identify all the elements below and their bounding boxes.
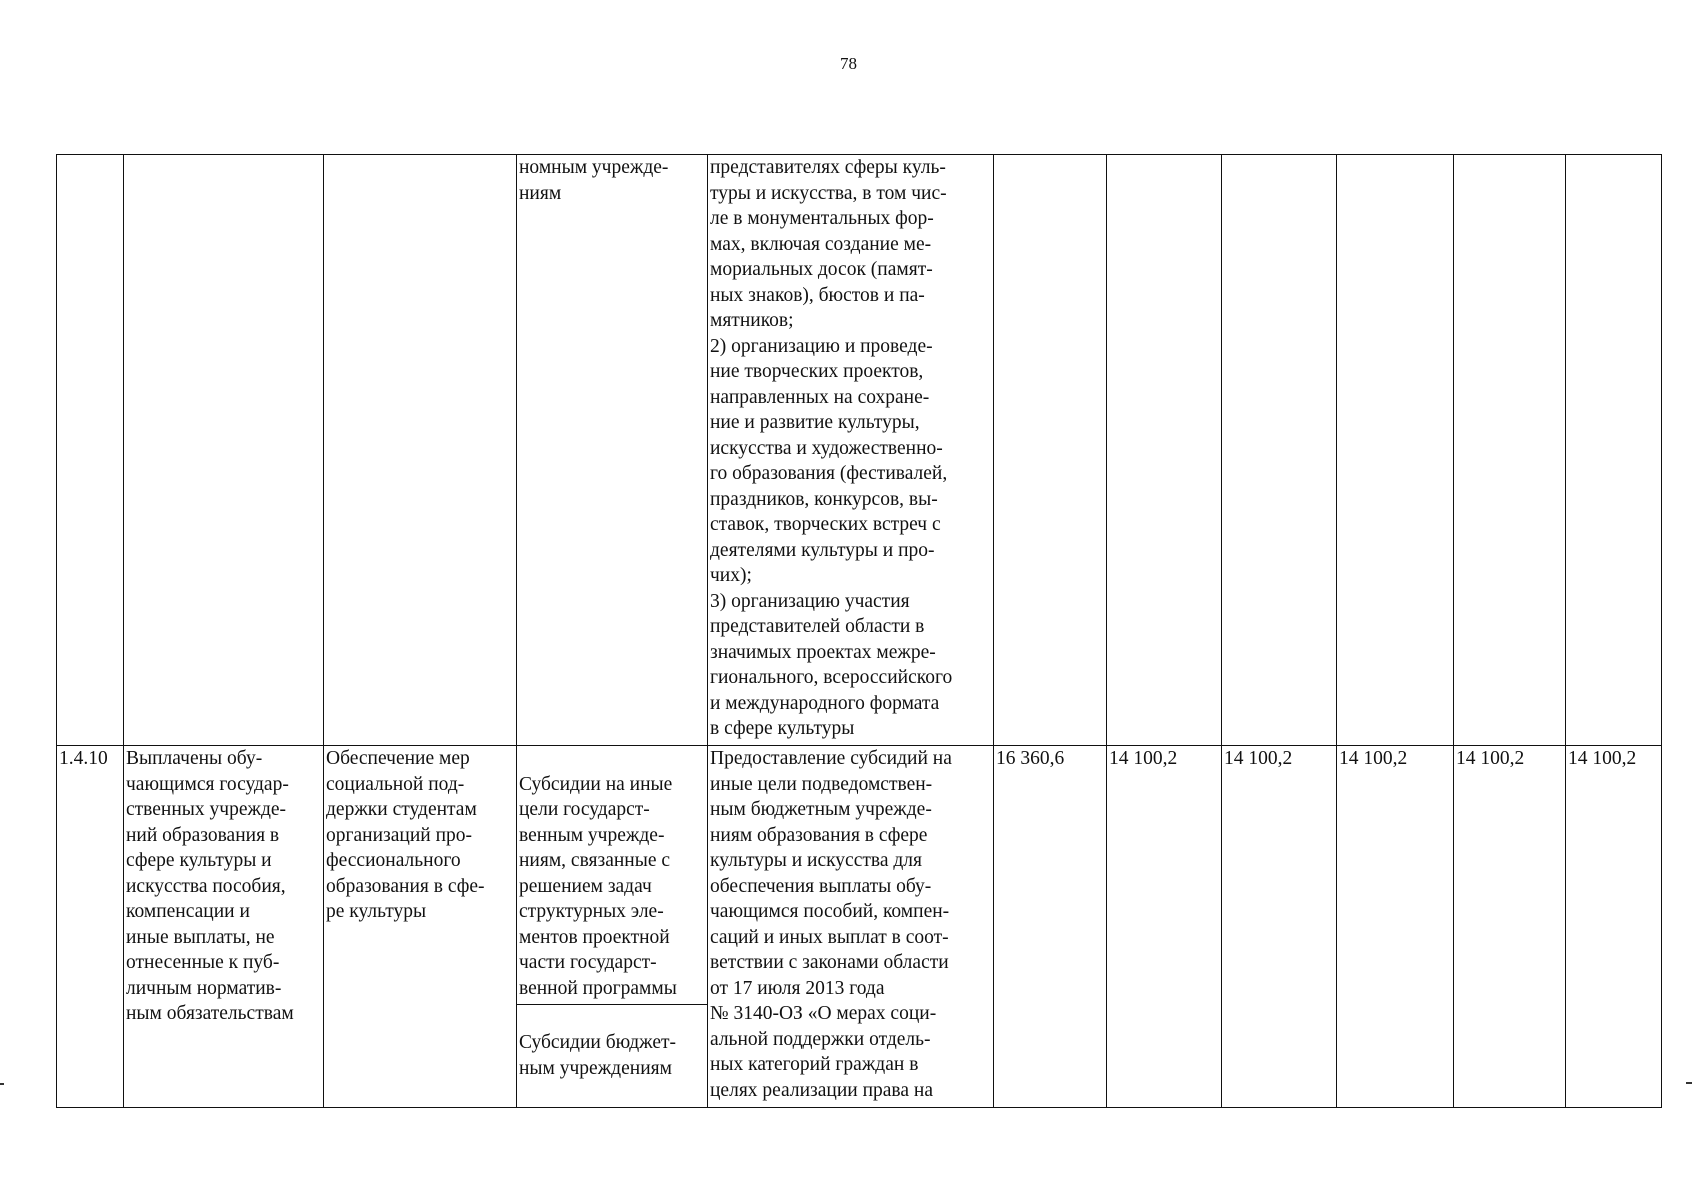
cell-description: представителях сферы куль- туры и искусства, в том чис- ле в монументальных фор- мах, включая создание ме- мориальных досок (памят- ных знаков), бюстов и па- мятников; 2) организацию и проведе- ние творческих проектов, направленных на сохране- ние и развитие культуры, искусства и художественно- го образования (фестивалей, праздников, конкурсов, вы- ставок, творческих встреч с деятелями культуры и про- чих); 3) организацию участия представителей области в значимых проектах межре- гионального, всероссийского и международного формата в сфере культуры — [708, 155, 994, 746]
cell-funding-source: номным учрежде- ниям — [517, 155, 708, 746]
scan-mark — [0, 1083, 4, 1085]
cell-value — [1454, 155, 1566, 746]
funding-source-2: Субсидии бюджет- ным учреждениям — [519, 1032, 676, 1079]
cell-value — [994, 155, 1107, 746]
cell-value: 14 100,2 — [1222, 746, 1337, 1108]
cell-number: 1.4.10 — [57, 746, 124, 1108]
page-number: 78 — [840, 54, 857, 73]
cell-value: 14 100,2 — [1107, 746, 1222, 1108]
table-row — [57, 746, 1662, 1108]
cell-result — [124, 155, 324, 746]
cell-value: 14 100,2 — [1337, 746, 1454, 1108]
cell-value — [1107, 155, 1222, 746]
cell-result: Выплачены обу- чающимся государ- ственных учрежде- ний образования в сфере культуры и искусства пособия, компенсации и иные выплаты, не отнесенные к пуб- личным норматив- ным обязательствам — [124, 746, 324, 1108]
cell-value — [1222, 155, 1337, 746]
cell-value: 16 360,6 — [994, 746, 1107, 1108]
cell-measure — [324, 155, 517, 746]
table-row — [57, 155, 1662, 746]
cell-description: Предоставление субсидий на иные цели подведомствен- ным бюджетным учрежде- ниям образования в сфере культуры и искусства для обеспечения выплаты обу- чающимся пособий, компен- саций и иных выплат в соот- ветствии с законами области от 17 июля 2013 года № 3140-ОЗ «О мерах соци- альной поддержки отдель- ных категорий граждан в целях реализации права на — [708, 746, 994, 1108]
cell-funding-source — [517, 746, 708, 1108]
cell-value: 14 100,2 — [1566, 746, 1662, 1108]
funding-source-1: Субсидии на иные цели государст- венным учрежде- ниям, связанные с решением задач структурных эле- ментов проектной части государст- венной программы — [517, 772, 707, 1005]
scan-mark — [1686, 1082, 1692, 1084]
program-table — [56, 154, 1662, 1108]
cell-number — [57, 155, 124, 746]
cell-value: 14 100,2 — [1454, 746, 1566, 1108]
cell-value — [1566, 155, 1662, 746]
cell-measure: Обеспечение мер социальной под- держки студентам организаций про- фессионального образования в сфе- ре культуры — [324, 746, 517, 1108]
cell-value — [1337, 155, 1454, 746]
